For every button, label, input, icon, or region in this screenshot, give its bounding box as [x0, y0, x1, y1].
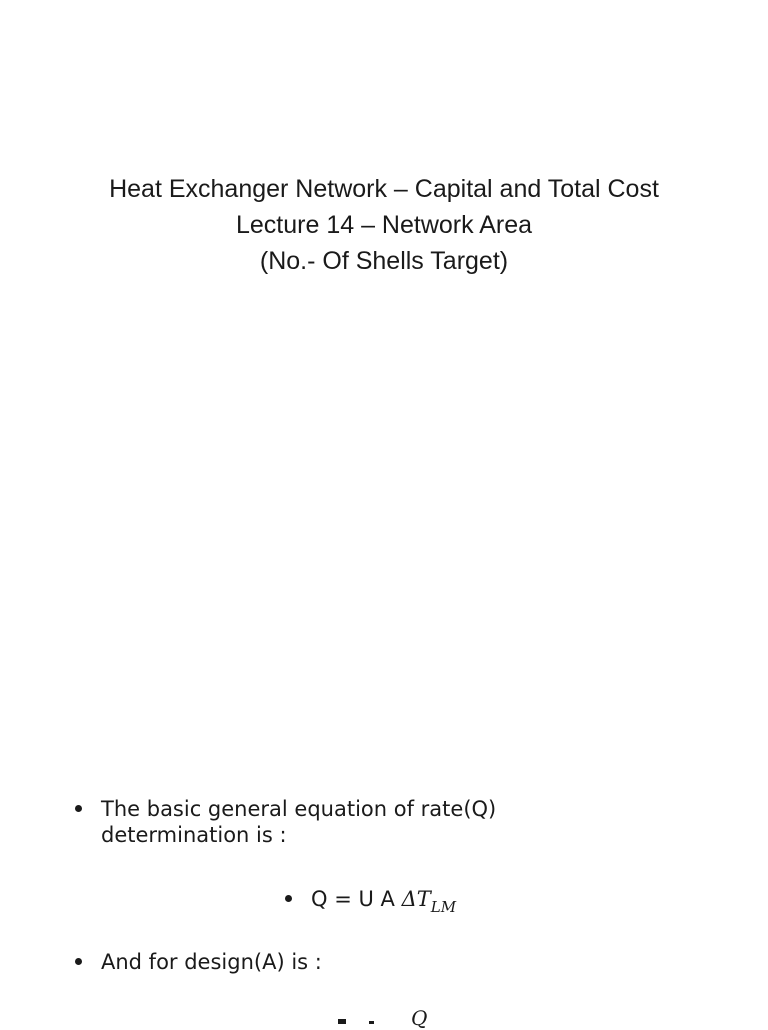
bullet-text-line-2: determination is : [101, 823, 287, 847]
bullet-design-area [75, 949, 322, 975]
bullet-equation-q [285, 886, 456, 914]
bullet-icon [75, 805, 82, 812]
title-line-1: Heat Exchanger Network – Capital and Total Cost [109, 175, 659, 203]
slide-title [0, 171, 768, 279]
equation-delta-t: ΔT [401, 887, 431, 911]
equation-fragment-q: Q [411, 1006, 428, 1030]
equation-prefix: Q = U A [311, 887, 402, 911]
bullet-text-design: And for design(A) is : [101, 950, 322, 974]
bullet-text-line-1: The basic general equation of rate(Q) [101, 797, 497, 821]
title-line-3: (No.- Of Shells Target) [259, 247, 509, 275]
equation-fragment-mark [338, 1019, 346, 1024]
title-line-2: Lecture 14 – Network Area [236, 211, 532, 239]
bullet-rate-equation [75, 796, 496, 848]
bullet-icon [285, 895, 292, 902]
bullet-icon [75, 958, 82, 965]
equation-subscript: LM [430, 898, 457, 916]
